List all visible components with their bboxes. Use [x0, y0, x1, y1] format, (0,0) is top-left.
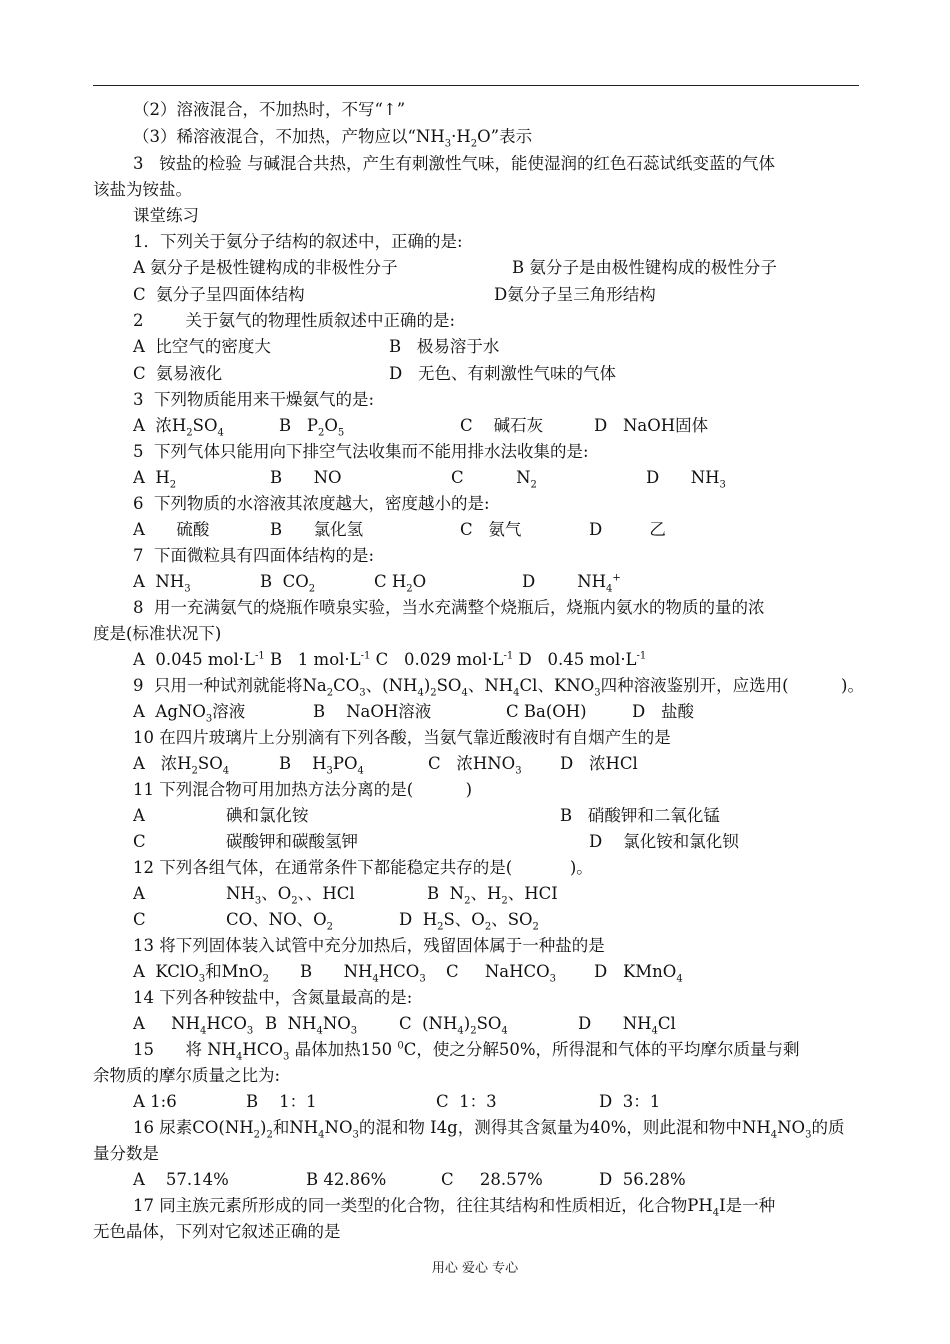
header-rule: [93, 85, 859, 86]
q12-option-c: CO、NO、$O_2$: [226, 910, 334, 933]
q3-option-d: D NaOH固体: [594, 416, 709, 435]
q7-option-d: D $NH_4^+$: [522, 572, 621, 595]
q1-option-c: C 氨分子呈四面体结构: [133, 285, 305, 304]
q2-option-b: B 极易溶于水: [389, 337, 500, 356]
q10-stem: 10 在四片玻璃片上分别滴有下列各酸，当氨气靠近酸液时有自烟产生的是: [133, 728, 671, 747]
q9-option-c: C Ba(OH): [506, 702, 587, 721]
q16-stem-line-2: 量分数是: [93, 1144, 159, 1163]
q14-option-a: A $NH_4HCO_3$: [133, 1014, 254, 1037]
intro-line-4: 该盐为铵盐。: [93, 180, 192, 199]
q11-stem: 11 下列混合物可用加热方法分离的是( ): [133, 780, 473, 799]
q1-option-d: D氨分子呈三角形结构: [494, 285, 656, 304]
q1-option-a: A 氨分子是极性键构成的非极性分子: [133, 258, 398, 277]
q12-option-b: B $N_2$、$H_2$、HCI: [427, 884, 558, 907]
q8-stem-line-2: 度是(标准状况下): [93, 624, 222, 643]
q7-stem: 7 下面微粒具有四面体结构的是:: [133, 546, 375, 565]
q7-option-a: A $NH_3$: [133, 572, 191, 595]
q12-option-d: D $H_2S$、$O_2$、$SO_2$: [399, 910, 539, 933]
q6-option-c: C 氨气: [460, 520, 522, 539]
q1-stem: 1．下列关于氨分子结构的叙述中，正确的是:: [133, 232, 463, 251]
q6-stem: 6 下列物质的水溶液其浓度越大，密度越小的是:: [133, 494, 490, 513]
q14-option-c: C $(NH_4)_2SO_4$: [399, 1014, 508, 1037]
q14-option-d: D $NH_4Cl$: [578, 1014, 676, 1037]
q13-option-a: A KClO$_3$和MnO$_2$: [133, 962, 270, 985]
q2-option-a: A 比空气的密度大: [133, 337, 271, 356]
q10-option-d: D 浓HCl: [560, 754, 638, 773]
q15-option-c: C 1：3: [436, 1092, 497, 1111]
q11-option-c-letter: C: [133, 832, 146, 851]
q14-stem: 14 下列各种铵盐中，含氮量最高的是:: [133, 988, 413, 1007]
q5-stem: 5 下列气体只能用向下排空气法收集而不能用排水法收集的是:: [133, 442, 589, 461]
q6-option-b: B 氯化氢: [270, 520, 364, 539]
intro-line-2: （3）稀溶液混合，不加热，产物应以“$NH_3\cdot H_2O$”表示: [133, 127, 533, 150]
q5-option-c: C $N_2$: [451, 468, 537, 491]
q7-option-b: B $CO_2$: [260, 572, 316, 595]
q10-option-c: C 浓$HNO_3$: [428, 754, 522, 777]
q14-option-b: B $NH_4NO_3$: [265, 1014, 358, 1037]
q6-option-a: A 硫酸: [133, 520, 210, 539]
q15-option-d: D 3：1: [599, 1092, 661, 1111]
q16-option-d: D 56.28%: [599, 1170, 686, 1189]
q12-option-a-letter: A: [133, 884, 145, 903]
q8-stem-line-1: 8 用一充满氨气的烧瓶作喷泉实验，当水充满整个烧瓶后，烧瓶内氨水的物质的量的浓: [133, 598, 765, 617]
q16-stem-line-1: 16 尿素$CO(NH_2)_2$和$NH_4NO_3$的混和物 I4g，测得其含氮量为40%，则此混和物中$NH_4NO_3$的质: [133, 1118, 845, 1141]
q10-option-a: A 浓$H_2SO_4$: [133, 754, 230, 777]
q17-stem-line-2: 无色晶体，下列对它叙述正确的是: [93, 1222, 341, 1241]
q3-stem: 3 下列物质能用来干燥氨气的是:: [133, 390, 375, 409]
q15-stem-line-1: 15 将 $NH_4HCO_3$ 晶体加热150 $^0$C，使之分解50%，所得混和气体的平均摩尔质量与剩: [133, 1040, 800, 1063]
q15-stem-line-2: 余物质的摩尔质量之比为:: [93, 1066, 281, 1085]
q5-option-a: A $H_2$: [133, 468, 177, 491]
intro-line-1: （2）溶液混合，不加热时，不写“↑”: [133, 100, 406, 119]
page-footer: 用心 爱心 专心: [431, 1261, 519, 1276]
q2-stem: 2 关于氨气的物理性质叙述中正确的是:: [133, 311, 456, 330]
q8-options: A 0.045 $mol\cdot L^{-1}$ B 1 $mol\cdot L^{-1}$ C 0.029 $mol\cdot L^{-1}$ D 0.45 $mol\cdot L^{-1}$: [133, 650, 647, 669]
q3-option-b: B $P_2O_5$: [279, 416, 345, 439]
q10-option-b: B $H_3PO_4$: [279, 754, 364, 777]
q6-option-d: D 乙: [589, 520, 666, 539]
q11-option-a: 碘和氯化铵: [226, 806, 309, 825]
q13-option-b: B $NH_4HCO_3$: [300, 962, 426, 985]
q15-option-b: B 1：1: [246, 1092, 317, 1111]
q13-option-d: D KMnO$_4$: [594, 962, 683, 985]
q12-option-a: $NH_3$、$O_2$、、HCl: [226, 884, 355, 907]
q15-option-a: A 1:6: [133, 1092, 177, 1111]
q17-stem-line-1: 17 同主族元素所形成的同一类型的化合物，往往其结构和性质相近，化合物$PH_4I$是一种: [133, 1196, 776, 1219]
q11-option-c: 碳酸钾和碳酸氢钾: [226, 832, 358, 851]
q16-option-c: C 28.57%: [441, 1170, 543, 1189]
q9-option-b: B NaOH溶液: [313, 702, 432, 721]
q3-option-a: A 浓$H_2SO_4$: [133, 416, 224, 439]
q11-option-d: D 氯化铵和氯化钡: [589, 832, 739, 851]
q16-option-b: B 42.86%: [306, 1170, 387, 1189]
q5-option-d: D $NH_3$: [646, 468, 726, 491]
q13-option-c: C NaHCO$_3$: [446, 962, 557, 985]
q2-option-d: D 无色、有刺激性气味的气体: [389, 364, 616, 383]
intro-line-3: 3 铵盐的检验 与碱混合共热，产生有刺激性气味，能使湿润的红色石蕊试纸变蓝的气体: [133, 154, 775, 173]
q3-option-c: C 碱石灰: [460, 416, 544, 435]
q11-option-a-letter: A: [133, 806, 145, 825]
q5-option-b: B NO: [270, 468, 342, 487]
section-title: 课堂练习: [133, 206, 199, 225]
q11-option-b: B 硝酸钾和二氧化锰: [560, 806, 720, 825]
q9-option-d: D 盐酸: [632, 702, 694, 721]
q7-option-c: C $H_2O$: [374, 572, 427, 595]
q13-stem: 13 将下列固体装入试管中充分加热后，残留固体属于一种盐的是: [133, 936, 605, 955]
q12-option-c-letter: C: [133, 910, 146, 929]
q12-stem: 12 下列各组气体，在通常条件下都能稳定共存的是( )。: [133, 858, 593, 877]
q16-option-a: A 57.14%: [133, 1170, 229, 1189]
q1-option-b: B 氨分子是由极性键构成的极性分子: [512, 258, 777, 277]
q2-option-c: C 氨易液化: [133, 364, 223, 383]
q9-option-a: A AgNO$_3$溶液: [133, 702, 246, 725]
q9-stem: 9 只用一种试剂就能将$Na_2CO_3$、$(NH_4)_2SO_4$、$NH_4Cl$、$KNO_3$四种溶液鉴别开，应选用( )。: [133, 676, 864, 699]
